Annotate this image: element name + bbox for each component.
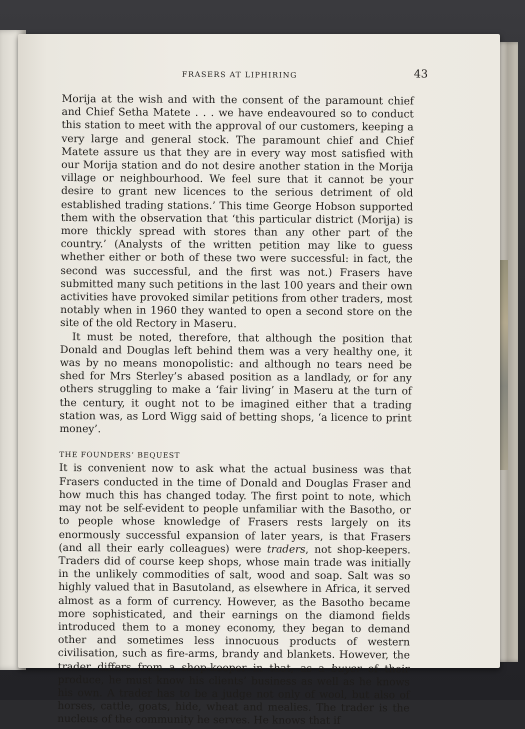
section-heading: THE FOUNDERS’ BEQUEST [59, 450, 181, 461]
page-header [62, 66, 428, 82]
paragraph-1: Morija at the wish and with the consent of the paramount chief and Chief Setha Matete . . . we have endeavoured so to conduct this station to meet with the approval of our customers, keeping a very large and general stock. The paramount chief and Chief Matete assure us that they are in every way most satisfied with our Morija station and do not desire another station in the Morija village or neighbourhood. We feel sure that it cannot be your desire to grant new licences to the serious detriment of old established trading stations.’ This time George Hobson supported them with the observation that ‘this particular district (Morija) is more thickly spread with stores than any other part of the country.’ (Analysts of the written petition may like to guess whether either or both of these two were successful: in fact, the second was successful, and the first was not.) Frasers have submitted many such petitions in the last 100 years and their own activities have provoked similar petitions from other traders, most notably when in 1960 they wanted to open a second store on the site of the old Rectory in Maseru. [60, 92, 414, 331]
page-number: 43 [413, 67, 428, 81]
paragraph-3: It is convenient now to ask what the actual business was that Frasers conducted in the time of Donald and Douglas Fraser and how much this has changed today. The first point to note, which may not be self-evident to people unfamiliar with the Basotho, or to people whose knowledge of Frasers rests largely on its enormously successful expansion of later years, is that Frasers (and all their early colleagues) were traders, not shop-keepers. Traders did of course keep shops, whose main trade was initially in the unlikely commodities of salt, wood and soap. Salt was so highly valued that in Basutoland, as elsewhere in Africa, it served almost as a form of currency. However, as the Basotho became more sophisticated, and their earnings on the diamond fields introduced them to a money economy, they began to demand other and sometimes less innocuous products of western civilisation, such as fire-arms, brandy and blankets. However, the trader differs from a shop-keeper in that, as a buyer of their produce, he must know his clients’ business as well as he knows his own. A trader has to be a judge not only of wool, but also of horses, cattle, goats, hide, wheat and mealies. The trader is the nucleus of the community he serves. He knows that if [57, 462, 412, 728]
running-head: FRASERS AT LIPHIRING [181, 69, 298, 80]
emphasis-traders: traders [266, 543, 306, 556]
paragraph-2: It must be noted, therefore, that although the position that Donald and Douglas left behind them was a very healthy one, it was by no means monopolistic: and although no tears need be shed for Mrs Sterley’s abased position as a landlady, or for any others struggling to make a ‘fair living’ in Maseru at the turn of the century, it ought not to be imagined either that a trading station was, as Lord Wigg said of betting shops, ‘a licence to print money’. [59, 330, 413, 436]
emphasis-buyer: buyer [331, 662, 362, 675]
page-body [57, 93, 413, 729]
